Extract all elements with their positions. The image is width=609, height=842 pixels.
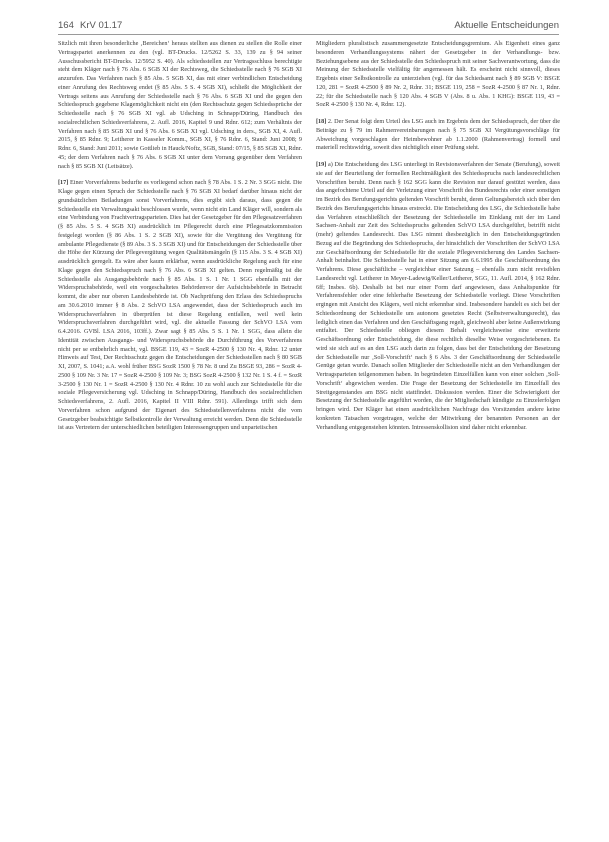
paragraph-number: [17] xyxy=(58,179,69,187)
paragraph-number: [18] xyxy=(316,118,327,125)
running-header xyxy=(58,18,559,35)
paragraph-number: [19] xyxy=(316,161,327,168)
right-column xyxy=(316,40,560,830)
section-title: Aktuelle Entscheidungen xyxy=(454,20,559,31)
paragraph xyxy=(316,118,560,153)
paragraph-text: 2. Der Senat folgt dem Urteil des LSG auch im Ergebnis dem der Schiedsspruch, der über die Beiträge zu § 79 im Rahmenvereinbarungen nach § 75 SGB XI Vergütungsvorschläge für Abweichung vorgeschlagen der Heimbewohner ab 1.1.2000 (Rahmenvertrag) formell und materiell rechtswidrig, soweit dies nichtiglich einer Prüfung steht. xyxy=(316,118,560,152)
paragraph-text: Einer Vorverfahrens bedurfte es vorliegend schon nach § 78 Abs. 1 S. 2 Nr. 3 SGG nicht. Die Klage gegen einen Spruch der Schiedsstelle nach § 76 SGB XI bedarf darüber hinaus nicht der grundsätzlichen Beiladungen sonst Vorverfahrens, dies ergibt sich daraus, dass gegen die Schiedsstelle ein Verwaltungsakt beschlossen wurde, wenn nicht ein Land Kläger will, sondern als eine Verbindung von Frachtvertragsparteien. Dies hat der Gesetzgeber für den Pflegesatzverfahren (§ 85 Abs. 5 S. 4 SGB XI) ausdrücklich im Pflegerecht durch eine Pflegesatzkommission festgelegt worden (§ 86 Abs. 1 S. 2 SGB XI), sowie für die Vergütung des Vergütung für ambulante Pflegedienste (§ 89 Abs. 3 S. 3 SGB XI) und für Entscheidungen der Schiedsstelle über die Höhe der Kürzung der Pflegevergütung wegen Qualitätsmängeln (§ 115 Abs. 3 S. 4 SGB XI) ausdrücklich geregelt. Es wäre aber kaum erklärbar, wenn ausdrückliche Regelung auch für eine Klage gegen den Schiedsspruch nach § 76 Abs. 6 SGB XI gelten. Denn regelmäßig ist die Schiedsstelle als Ausgangsbehörde nach § 85 Abs. 1 S. 1 Nr. 1 SGG ebenfalls mit der Widerspruchsbehörde, weil ein vorgeschaltetes Behördenvor der Aufsichtsbehörde in Betracht kommt, die aber nur oberen Landesbehörde ist. Ob Nachprüfung den Erlass des Schiedsspruchs am 30.6.2010 immer § 8 Abs. 2 SchVO LSA angewendet, dass der Schiedsspruch auch im Widerspruchsverfahren in überprüfen ist diese Regelung entfallen, weil weil kein Widerspruchsverfahren durchgeführt wird, vgl. die aktuelle Fassung der SchVO LSA vom 6.4.2016. GVBl. LSA 2016, 103ff.). Zwar sagt § 85 Abs. 5 S. 1 Nr. 1 SGG, dass allein die Identität zwischen Ausgangs- und Widerspruchsbehörde die Durchführung des Vorverfahrens nicht per se entbehrlich macht, vgl. BSGE 119, 43 = SozR 4-2500 § 130 Nr. 4, Rdnr. 12 unter Hinweis auf Test, Der Rechtsschutz gegen die Entscheidungen der Schiedsstellen nach § 80 SGB XI, 2007, S. 1041; a.A. wohl früher BSG SozR 1500 § 78 Nr. 8 und Zu BSGE 93, 286 = SozR 4-2500 § 109 Nr. 3 Nr. 17 = SozR 4-2500 § 109 Nr. 3; BSG SozR 4-2500 § 132 Nr. 1 S. 4 f. = SozR 3-2500 § 130 Nr. 1 = SozR 4-2500 § 130 Nr. 4 Rdnr. 10 zu wohl auch zur Schiedsstelle für die soziale Pflegeversicherung vgl. Udsching in Schnapp/Düring, Handbuch des sozialrechtlichen Schiedsverfahrens, 2. Aufl. 2016, Kapitel II VIII Rdnr. 591). Allerdings trifft sich dem Vorverfahren schon aufgrund der Eigenart des Schiedsstellenverfahrens nicht die vom Gesetzgeber beabsichtigte Selbstkontrolle der Verwaltung erreicht werden. Denn die Schiedsstelle ist aus Vertretern der unterschiedlichen beteiligten Interessengruppen und unparteiischen xyxy=(58,179,302,432)
paragraph xyxy=(58,40,302,171)
paragraph-text: Mitgliedern pluralistisch zusammengesetzte Entscheidungsgremium. Als Eigenheit eines ganz besonderen Verhandlungssystems nähert der Gesetzgeber in der Verhandlungs- bzw. Beziehungsebene aus der Schiedsstelle den Schiedsspruch mit seiner Sachverantwortung, dass die Meinung der Schiedsstelle vielfältig für angemessen hält. Es erscheint nicht sinnvoll, dieses Ergebnis einer Selbstkontrolle zu unterziehen (vgl. für das Schiedsamt nach § 89 SGB V: BSGE 120, 281 = SozR 4-2500 § 89 Nr. 2, Rdnr. 31; BSGE 119, 258 = SozR 4-2500 § 87 Nr. 1, Rdnr. 22; für die Schiedsstelle nach § 120 Abs. 4 SGB V (Abs. 8 u. Abs. 1 KHG): BSGE 119, 43 = SozR 4-2500 § 130 Nr. 4, Rdnr. 12). xyxy=(316,40,560,109)
paragraph xyxy=(316,40,560,110)
paragraph xyxy=(316,161,560,432)
left-column xyxy=(58,40,302,830)
paragraph-text: a) Die Entscheidung des LSG unterliegt in Revisionsverfahren der Senate (Berufung), soweit sie auf der Beurteilung der formellen Rechtmäßigkeit des Schiedsspruchs nach landesrechtlichen Vorschriften beruht. Denn nach § 162 SGG kann die Revision nur darauf gestützt werden, dass das angefochtene Urteil auf der Verletzung einer Vorschrift des Bundesrechts oder einer sonstigen im Bezirk des Berufungsgerichts geltenden Vorschrift beruht, deren Geltungsbereich sich über den Bezirk des Berufungsgerichts hinaus erstreckt. Die Entscheidung des LSG, die Schiedsstelle habe das Verfahren einschließlich der Besetzung der Schiedsstelle im Einklang mit der im Land Sachsen-Anhalt zur Zeit des Schiedsspruchs geltenden SchVO LSA durchgeführt, betrifft nicht (mehr) geltendes Landesrecht. Das LSG nimmt diesbezüglich in den Entscheidungsgründen Bezug auf die Begründung des Schiedsspruchs, der hinsichtlich der Vorschriften der SchVO LSA zur Geschäftsordnung der Schiedsstelle für die soziale Pflegeversicherung des Landes Sachsen-Anhalt beinhaltet. Die Schiedsstelle hat in einer Sitzung am 6.6.1995 die Geschäftsordnung des Verfahrens. Diese geschäftliche – vergleichbar einer Satzung – ebenfalls zum nicht revisiblen Landesrecht vgl. Leitherer in Meyer-Ladewig/Keller/Leitherer, SGG, 11. Aufl. 2014, § 162 Rdnr. 6ff; Insbes. 6b). Deshalb ist bei nur einer Form darf angewiesen, dass Anhaltspunkte für Verfahrensfehler oder eine fehlerhafte Besetzung der Schiedsstelle vorliegt. Diese Vorschriften ergingen mit Ansicht des Klägers, weil nicht erkennbar sind. Insbesondere handelt es sich bei der Schiedsordnung der Schiedsstelle um autonom gesetztes Recht (Selbstverwaltungsrecht), das lediglich einen das Verfahren und den Geschäftsgang regelt, gleichwohl aber keine Außenwirkung entfaltet. Der Schiedsstelle obliegen diesem Behalt vergleichsweise eine erweiterte Geschäftsordnung oder Entscheidung, die diese rechtlich dieselbe Weise vorgeschriebenen. Es wird sie sich auf es an den LSG auch darin zu folgen, dass bei der Entscheidung der Besetzung der Schiedsstelle nur ‚Soll-Vorschrift‘ nach § 6 Abs. 3 der Geschäftsordnung der Schiedsstelle Genüge getan wurde. Danach sollen Mitglieder der Schiedsstelle nicht an den Verhandlungen der Vertragsparteien teilgenommen haben. In begründeten Einzelfällen kann von einer solchen ‚Soll-Vorschrift‘ abgewichen werden. Die Frage der Besetzung der Schiedsstelle im Einzelfall des Streitgegenstandes am BSG nicht stattfindet. Diskussion werden. Einer die Schwierigkeit der Besetzung der Schiedsstelle angeführt worden, die der Mitgliedschaft kündigte zu Einzelerfolgen bringen wird. Der Kläger hat einen ausdrücklichen Nachfrage des Vorsitzenden andere keine konkreten Tatsachen vorgetragen, welche der Mitwirkung der benannten Personen an der Verhandlung entgegenstehen könnten. Intressenskollision sind daher nicht erkennbar. xyxy=(316,161,560,431)
journal-reference: KrV 01.17 xyxy=(80,20,123,31)
page-number: 164 xyxy=(58,20,74,31)
paragraph-text: Sitzlich mit ihren besonderliche ‚Bereichen‘ heraus stellten aus dienen zu stellen die Rolle einer Vertragspartei anerkennen zu den (vgl. BT-Drucks. 12/5262 S. 33, 139 zu § 94 seiner Ausschussbericht BT-Drucks. 12/5952 S. 40). Als schiedsstellen zur Vertragsschluss berechtigte steht dem Kläger nach § 76 Abs. 6 SGB XI der Rechtsweg, die Schiedsstelle nach § 76 SGB XI anzurufen. Das Verfahren nach § 85 Abs. 5 SGB XI, das mit einer verbindlichen Entscheidung einer Anrufung des Rechtsweg endet (§ 85 Abs. 5 S. 4 SGB XI), schließt die Möglichkeit der Vertrags seitens aus Anrufung der Schiedsstelle nach § 76 Abs. 6 SGB XI und die gegen den Schiedsspruch gegebene Klagemöglichkeit nicht ein (den Rechtsschutz gegen Schiedssprüche der Schiedsstelle nach § 76 SGB XI vgl. ab Udsching in Schnapp/Düring, Handbuch des sozialrechtlichen Schiedsverfahrens, 2. Aufl. 2016, Kapitel 9 und Rdnr. 612; zum Verhältnis der Verfahren nach § 85 SGB XI und § 76 Abs. 6 SGB XI vgl. Udsching in ders., SGB XI, 4. Aufl. 2015, § 85 Rdnr. 9; Leitherer in Kasseler Komm., SGB XI, § 76 Rdnr. 6, Stand: Juni 2008; 9 Rdnr. 6, Stand: Juni 2011; sowie Gottlieb in Hauck/Noftz, SGB, Stand: 07/15, § 85 SGB XI, Rdnr. 45; der dem Verfahren nach § 76 Abs. 6 SGB XI unter dem Vorrang gegenüber dem Verfahren nach § 85 SGB XI (Leitsätze). xyxy=(58,40,302,170)
paragraph xyxy=(58,179,302,433)
